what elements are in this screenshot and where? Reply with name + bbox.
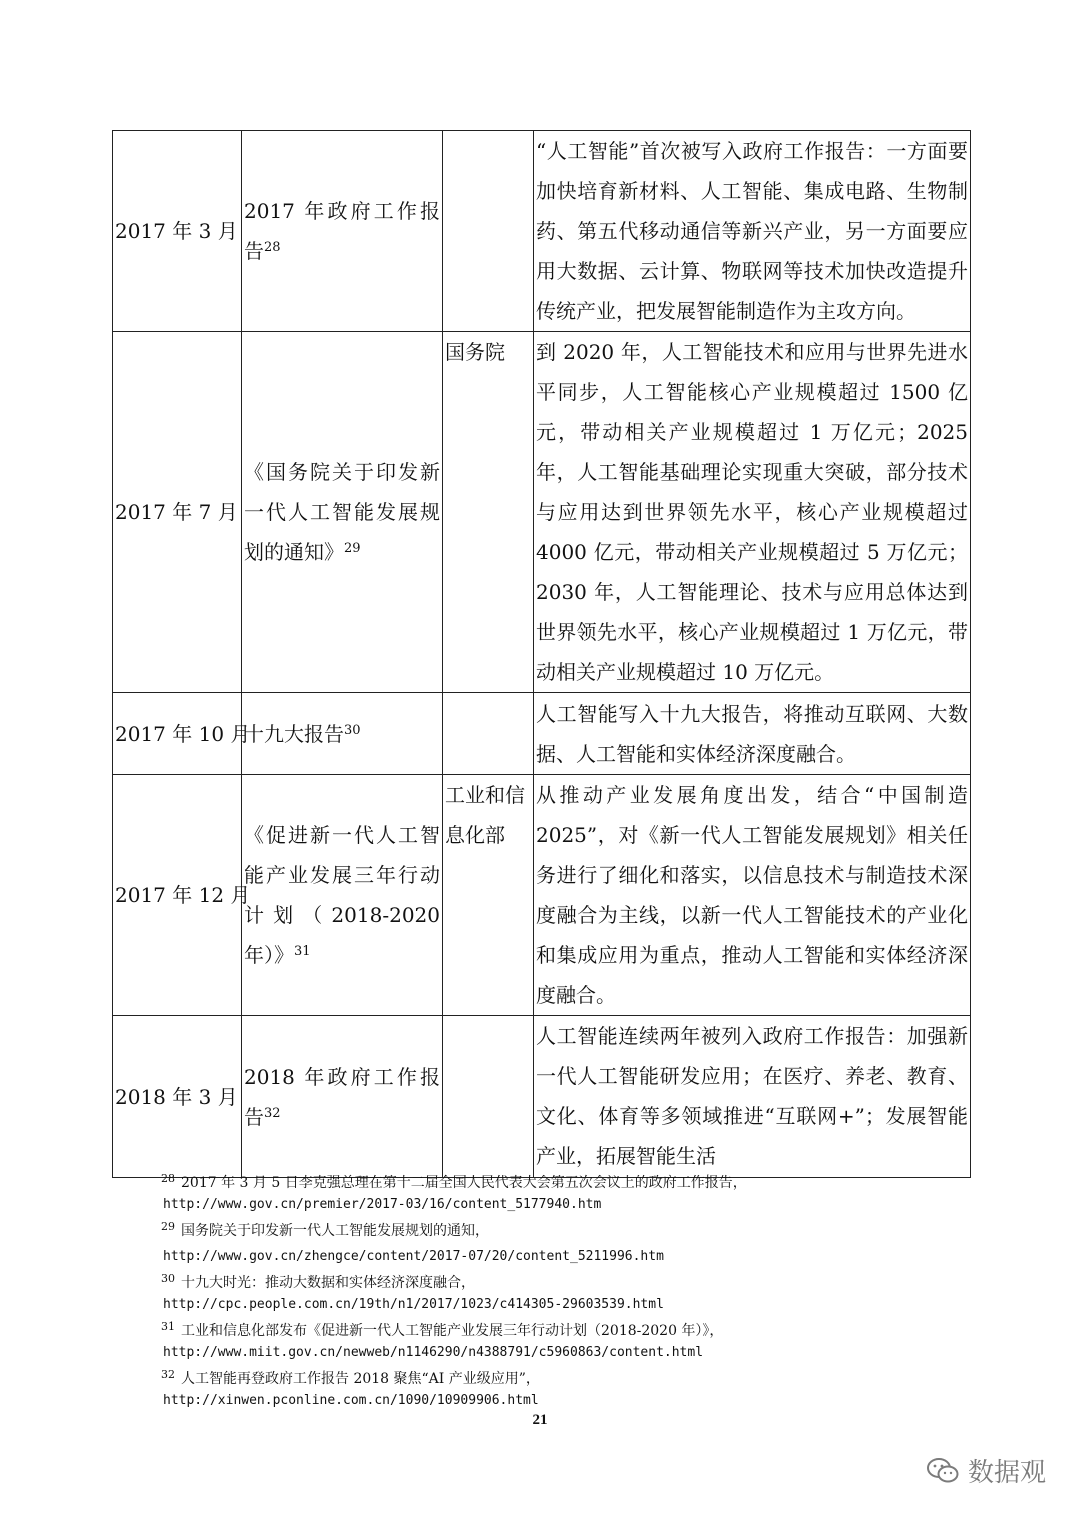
date-cell: 2017 年 10 月	[113, 693, 242, 775]
date-cell: 2017 年 7 月	[113, 332, 242, 693]
footnote-title: 工业和信息化部发布《促进新一代人工智能产业发展三年行动计划（2018-2020 年）》，	[181, 1323, 724, 1339]
footnote-text	[163, 1364, 993, 1390]
page-number: 21	[532, 1412, 548, 1428]
footnote-url[interactable]: http://www.gov.cn/zhengce/content/2017-07/20/content_5211996.htm	[163, 1249, 664, 1264]
footnote-number: 32	[161, 1368, 175, 1381]
description-cell: “人工智能”首次被写入政府工作报告：一方面要加快培育新材料、人工智能、集成电路、生物制药、第五代移动通信等新兴产业，另一方面要应用大数据、云计算、物联网等技术加快改造提升传统产业，把发展智能制造作为主攻方向。	[534, 131, 971, 332]
footnote-ref: 31	[294, 944, 311, 959]
document-title: 《促进新一代人工智能产业发展三年行动计划（2018-2020 年）》	[244, 823, 440, 967]
date-cell: 2018 年 3 月	[113, 1016, 242, 1178]
table-row	[113, 131, 971, 332]
document-title: 《国务院关于印发新一代人工智能发展规划的通知》	[244, 460, 440, 564]
watermark	[926, 1452, 1046, 1489]
description-cell: 人工智能写入十九大报告，将推动互联网、大数据、人工智能和实体经济深度融合。	[534, 693, 971, 775]
department-cell	[443, 1016, 534, 1178]
table-row	[113, 775, 971, 1016]
document-cell	[242, 693, 443, 775]
policy-table	[112, 130, 971, 1178]
department-cell	[443, 693, 534, 775]
document-title: 2017 年政府工作报告	[244, 199, 440, 263]
footnote-number: 29	[161, 1220, 175, 1233]
document-cell	[242, 131, 443, 332]
date-cell: 2017 年 3 月	[113, 131, 242, 332]
document-cell	[242, 332, 443, 693]
footnote-ref: 29	[344, 541, 361, 556]
footnote-text	[163, 1168, 993, 1194]
footnote-ref: 30	[344, 722, 361, 738]
document-title: 十九大报告	[244, 721, 344, 746]
footnotes	[163, 1168, 993, 1412]
footnote-url[interactable]: http://www.gov.cn/premier/2017-03/16/content_5177940.htm	[163, 1197, 602, 1212]
department-cell: 国务院	[443, 332, 534, 693]
footnote-text	[163, 1268, 993, 1294]
footnote-text	[163, 1216, 993, 1242]
watermark-text: 数据观	[967, 1458, 1046, 1488]
table-row	[113, 1016, 971, 1178]
document-cell	[242, 775, 443, 1016]
table-row	[113, 332, 971, 693]
footnote-url[interactable]: http://xinwen.pconline.com.cn/1090/10909906.html	[163, 1393, 539, 1408]
description-cell: 到 2020 年，人工智能技术和应用与世界先进水平同步，人工智能核心产业规模超过 1500 亿元，带动相关产业规模超过 1 万亿元；2025 年，人工智能基础理论实现重大突破，部分技术与应用达到世界领先水平，核心产业规模超过 4000 亿元，带动相关产业规模超过 5 万亿元；2030 年，人工智能理论、技术与应用总体达到世界领先水平，核心产业规模超过 1 万亿元，带动相关产业规模超过 10 万亿元。	[534, 332, 971, 693]
wechat-icon	[926, 1456, 960, 1486]
footnote-url[interactable]: http://www.miit.gov.cn/newweb/n1146290/n4388791/c5960863/content.html	[163, 1345, 704, 1360]
footnote-title: 人工智能再登政府工作报告 2018 聚焦“AI 产业级应用”，	[181, 1371, 540, 1387]
department-cell	[443, 131, 534, 332]
description-cell: 人工智能连续两年被列入政府工作报告：加强新一代人工智能研发应用；在医疗、养老、教育、文化、体育等多领域推进“互联网+”；发展智能产业，拓展智能生活	[534, 1016, 971, 1178]
footnote-number: 31	[161, 1320, 175, 1333]
footnote-title: 国务院关于印发新一代人工智能发展规划的通知，	[181, 1223, 489, 1239]
date-cell: 2017 年 12 月	[113, 775, 242, 1016]
document-cell	[242, 1016, 443, 1178]
document-title: 2018 年政府工作报告	[244, 1064, 440, 1129]
footnote-title: 2017 年 3 月 5 日李克强总理在第十二届全国人民代表大会第五次会议上的政府工作报告，	[181, 1175, 747, 1191]
table-row	[113, 693, 971, 775]
footnote-ref: 32	[264, 1105, 281, 1121]
footnote-url[interactable]: http://cpc.people.com.cn/19th/n1/2017/1023/c414305-29603539.html	[163, 1297, 664, 1312]
footnote-number: 30	[161, 1272, 175, 1285]
description-cell: 从推动产业发展角度出发，结合“中国制造 2025”，对《新一代人工智能发展规划》相关任务进行了细化和落实，以信息技术与制造技术深度融合为主线，以新一代人工智能技术的产业化和集成应用为重点，推动人工智能和实体经济深度融合。	[534, 775, 971, 1016]
department-cell: 工业和信息化部	[443, 775, 534, 1016]
footnote-ref: 28	[264, 240, 281, 255]
footnote-number: 28	[161, 1172, 175, 1185]
footnote-title: 十九大时光：推动大数据和实体经济深度融合，	[181, 1275, 475, 1291]
footnote-text	[163, 1316, 993, 1342]
